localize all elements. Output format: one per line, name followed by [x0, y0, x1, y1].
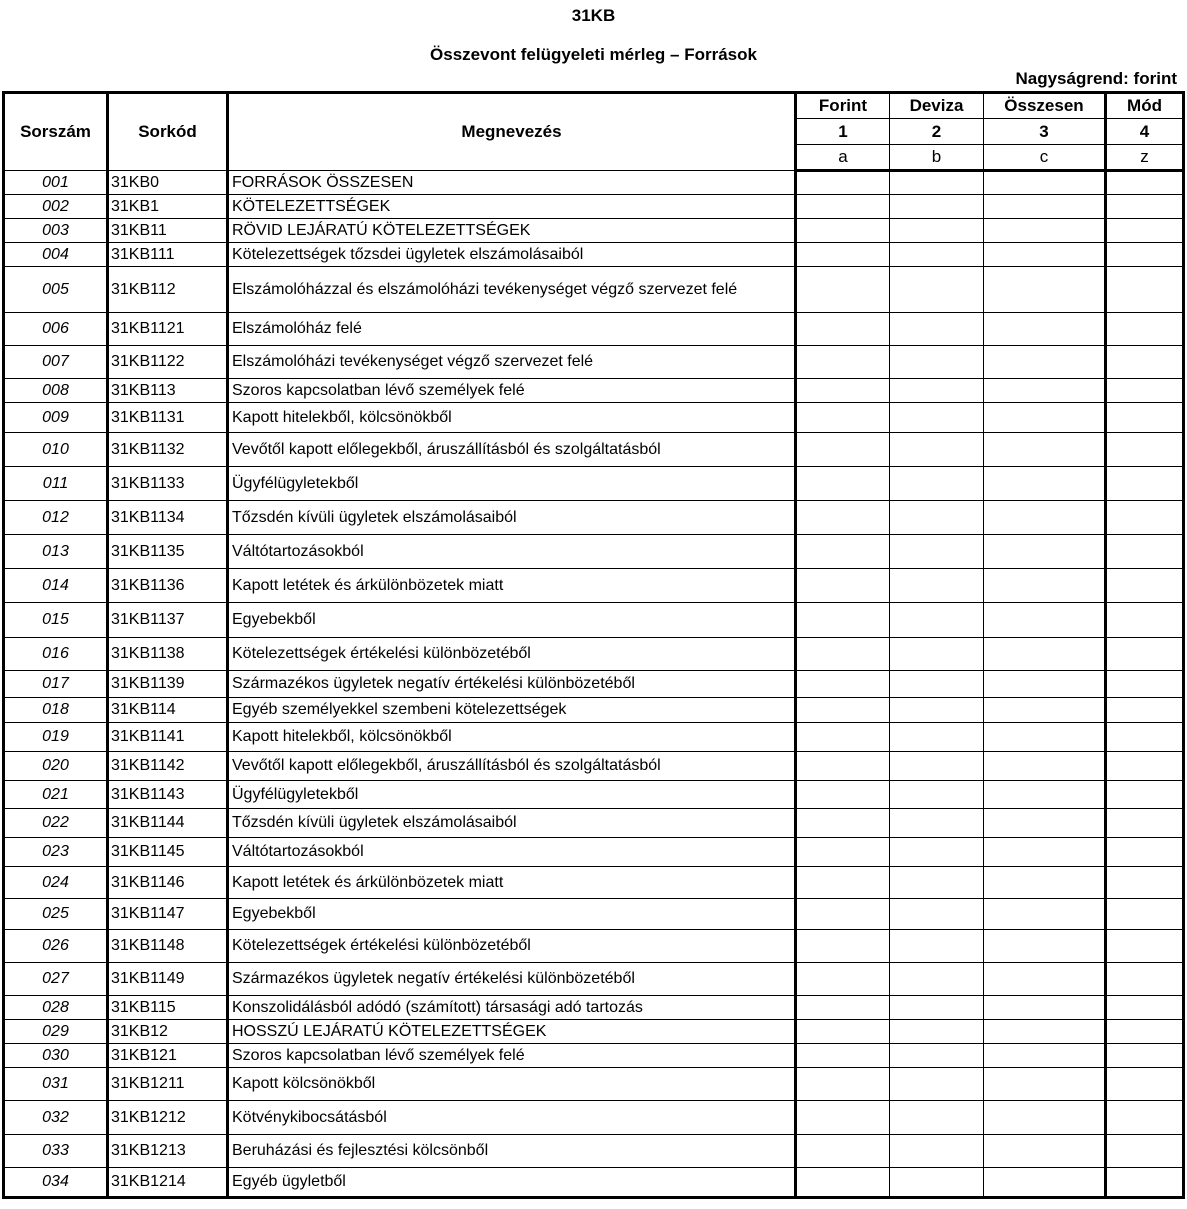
table-row [4, 809, 1184, 838]
cell-osszesen[interactable] [984, 171, 1106, 195]
cell-mod[interactable] [1106, 809, 1184, 838]
cell-forint[interactable] [796, 346, 890, 379]
cell-forint[interactable] [796, 867, 890, 899]
table-row [4, 467, 1184, 501]
table-row [4, 603, 1184, 638]
row-name: Kapott letétek és árkülönbözetek miatt [228, 867, 796, 899]
row-number: 030 [4, 1044, 108, 1068]
cell-deviza[interactable] [890, 535, 984, 569]
cell-mod[interactable] [1106, 838, 1184, 867]
cell-osszesen[interactable] [984, 1168, 1106, 1198]
row-number: 029 [4, 1020, 108, 1044]
cell-mod[interactable] [1106, 243, 1184, 267]
cell-osszesen[interactable] [984, 638, 1106, 671]
header-sorszam: Sorszám [4, 93, 108, 171]
cell-deviza[interactable] [890, 752, 984, 781]
row-number: 008 [4, 379, 108, 403]
row-name: Ügyfélügyletekből [228, 467, 796, 501]
cell-deviza[interactable] [890, 809, 984, 838]
row-number: 033 [4, 1135, 108, 1168]
unit-label: Nagyságrend: forint [1015, 69, 1177, 88]
row-name: Vevőtől kapott előlegekből, áruszállításból és szolgáltatásból [228, 433, 796, 467]
cell-osszesen[interactable] [984, 313, 1106, 346]
cell-mod[interactable] [1106, 535, 1184, 569]
row-name: FORRÁSOK ÖSSZESEN [228, 171, 796, 195]
row-number: 017 [4, 671, 108, 698]
cell-osszesen[interactable] [984, 1101, 1106, 1135]
cell-forint[interactable] [796, 1020, 890, 1044]
table-row [4, 1168, 1184, 1198]
cell-mod[interactable] [1106, 638, 1184, 671]
table-row [4, 267, 1184, 313]
row-code: 31KB121 [108, 1044, 228, 1068]
row-name: Tőzsdén kívüli ügyletek elszámolásaiból [228, 501, 796, 535]
row-code: 31KB1213 [108, 1135, 228, 1168]
row-number: 005 [4, 267, 108, 313]
cell-deviza[interactable] [890, 1168, 984, 1198]
cell-osszesen[interactable] [984, 433, 1106, 467]
cell-deviza[interactable] [890, 1044, 984, 1068]
cell-forint[interactable] [796, 1135, 890, 1168]
cell-osszesen[interactable] [984, 698, 1106, 723]
row-code: 31KB1143 [108, 781, 228, 809]
cell-mod[interactable] [1106, 1168, 1184, 1198]
page-subtitle: Összevont felügyeleti mérleg – Források [430, 45, 757, 64]
cell-osszesen[interactable] [984, 996, 1106, 1020]
cell-deviza[interactable] [890, 171, 984, 195]
header-forint: Forint [796, 93, 890, 119]
row-number: 012 [4, 501, 108, 535]
cell-forint[interactable] [796, 1168, 890, 1198]
row-name: Származékos ügyletek negatív értékelési különbözetéből [228, 963, 796, 996]
cell-osszesen[interactable] [984, 569, 1106, 603]
cell-forint[interactable] [796, 752, 890, 781]
cell-deviza[interactable] [890, 838, 984, 867]
row-name: Vevőtől kapott előlegekből, áruszállításból és szolgáltatásból [228, 752, 796, 781]
cell-osszesen[interactable] [984, 1044, 1106, 1068]
cell-mod[interactable] [1106, 930, 1184, 963]
row-number: 015 [4, 603, 108, 638]
row-code: 31KB1133 [108, 467, 228, 501]
cell-deviza[interactable] [890, 1020, 984, 1044]
row-name: Szoros kapcsolatban lévő személyek felé [228, 379, 796, 403]
cell-deviza[interactable] [890, 996, 984, 1020]
cell-forint[interactable] [796, 171, 890, 195]
cell-mod[interactable] [1106, 171, 1184, 195]
row-code: 31KB1134 [108, 501, 228, 535]
cell-mod[interactable] [1106, 963, 1184, 996]
row-code: 31KB1132 [108, 433, 228, 467]
cell-forint[interactable] [796, 403, 890, 433]
header-mod: Mód [1106, 93, 1184, 119]
cell-mod[interactable] [1106, 1101, 1184, 1135]
row-code: 31KB1214 [108, 1168, 228, 1198]
row-number: 018 [4, 698, 108, 723]
row-name: Egyebekből [228, 899, 796, 930]
cell-osszesen[interactable] [984, 219, 1106, 243]
cell-osszesen[interactable] [984, 671, 1106, 698]
row-number: 011 [4, 467, 108, 501]
cell-forint[interactable] [796, 267, 890, 313]
cell-forint[interactable] [796, 638, 890, 671]
table-row [4, 569, 1184, 603]
row-number: 031 [4, 1068, 108, 1101]
cell-mod[interactable] [1106, 501, 1184, 535]
row-code: 31KB1135 [108, 535, 228, 569]
cell-deviza[interactable] [890, 698, 984, 723]
row-code: 31KB1149 [108, 963, 228, 996]
row-number: 016 [4, 638, 108, 671]
cell-deviza[interactable] [890, 219, 984, 243]
cell-mod[interactable] [1106, 467, 1184, 501]
cell-deviza[interactable] [890, 723, 984, 752]
cell-forint[interactable] [796, 379, 890, 403]
cell-forint[interactable] [796, 671, 890, 698]
row-number: 004 [4, 243, 108, 267]
cell-mod[interactable] [1106, 723, 1184, 752]
row-name: Szoros kapcsolatban lévő személyek felé [228, 1044, 796, 1068]
cell-deviza[interactable] [890, 603, 984, 638]
row-name: Kötelezettségek értékelési különbözetéből [228, 638, 796, 671]
table-row [4, 1068, 1184, 1101]
header-forint-num: 1 [796, 119, 890, 145]
table-row [4, 838, 1184, 867]
row-name: Egyéb személyekkel szembeni kötelezettségek [228, 698, 796, 723]
row-number: 028 [4, 996, 108, 1020]
row-name: KÖTELEZETTSÉGEK [228, 195, 796, 219]
cell-deviza[interactable] [890, 1135, 984, 1168]
cell-osszesen[interactable] [984, 723, 1106, 752]
header-deviza: Deviza [890, 93, 984, 119]
cell-deviza[interactable] [890, 1101, 984, 1135]
cell-osszesen[interactable] [984, 930, 1106, 963]
header-osszesen-letter: c [984, 145, 1106, 171]
cell-forint[interactable] [796, 195, 890, 219]
row-name: RÖVID LEJÁRATÚ KÖTELEZETTSÉGEK [228, 219, 796, 243]
row-number: 014 [4, 569, 108, 603]
row-name: Kapott hitelekből, kölcsönökből [228, 403, 796, 433]
row-number: 002 [4, 195, 108, 219]
row-name: Származékos ügyletek negatív értékelési különbözetéből [228, 671, 796, 698]
row-code: 31KB1212 [108, 1101, 228, 1135]
header-mod-letter: z [1106, 145, 1184, 171]
cell-mod[interactable] [1106, 313, 1184, 346]
table-row [4, 379, 1184, 403]
row-code: 31KB1 [108, 195, 228, 219]
row-number: 010 [4, 433, 108, 467]
cell-osszesen[interactable] [984, 603, 1106, 638]
cell-mod[interactable] [1106, 1135, 1184, 1168]
table-row [4, 195, 1184, 219]
cell-forint[interactable] [796, 243, 890, 267]
header-deviza-num: 2 [890, 119, 984, 145]
row-code: 31KB1138 [108, 638, 228, 671]
header-osszesen-num: 3 [984, 119, 1106, 145]
cell-deviza[interactable] [890, 379, 984, 403]
table-row [4, 899, 1184, 930]
row-number: 009 [4, 403, 108, 433]
table-row [4, 243, 1184, 267]
cell-forint[interactable] [796, 501, 890, 535]
cell-forint[interactable] [796, 838, 890, 867]
row-name: Kapott kölcsönökből [228, 1068, 796, 1101]
cell-deviza[interactable] [890, 1068, 984, 1101]
row-number: 003 [4, 219, 108, 243]
cell-osszesen[interactable] [984, 1068, 1106, 1101]
cell-deviza[interactable] [890, 195, 984, 219]
header-mod-num: 4 [1106, 119, 1184, 145]
row-code: 31KB1145 [108, 838, 228, 867]
table-body [4, 171, 1184, 1198]
cell-osszesen[interactable] [984, 781, 1106, 809]
cell-forint[interactable] [796, 698, 890, 723]
cell-osszesen[interactable] [984, 1135, 1106, 1168]
row-name: Tőzsdén kívüli ügyletek elszámolásaiból [228, 809, 796, 838]
cell-osszesen[interactable] [984, 899, 1106, 930]
page-title: 31KB [571, 6, 616, 25]
row-number: 013 [4, 535, 108, 569]
header-sorkod: Sorkód [108, 93, 228, 171]
cell-osszesen[interactable] [984, 403, 1106, 433]
cell-mod[interactable] [1106, 671, 1184, 698]
cell-osszesen[interactable] [984, 467, 1106, 501]
cell-deviza[interactable] [890, 267, 984, 313]
table-row [4, 1020, 1184, 1044]
cell-forint[interactable] [796, 781, 890, 809]
table-row [4, 752, 1184, 781]
row-code: 31KB1147 [108, 899, 228, 930]
cell-mod[interactable] [1106, 219, 1184, 243]
cell-deviza[interactable] [890, 243, 984, 267]
table-row [4, 1101, 1184, 1135]
cell-forint[interactable] [796, 433, 890, 467]
cell-mod[interactable] [1106, 899, 1184, 930]
table-row [4, 930, 1184, 963]
header-deviza-letter: b [890, 145, 984, 171]
cell-osszesen[interactable] [984, 346, 1106, 379]
table-row [4, 403, 1184, 433]
cell-mod[interactable] [1106, 1044, 1184, 1068]
table-row [4, 313, 1184, 346]
table-row [4, 1135, 1184, 1168]
cell-forint[interactable] [796, 313, 890, 346]
row-code: 31KB11 [108, 219, 228, 243]
row-name: Elszámolóház felé [228, 313, 796, 346]
row-code: 31KB115 [108, 996, 228, 1020]
cell-mod[interactable] [1106, 698, 1184, 723]
row-number: 021 [4, 781, 108, 809]
row-code: 31KB1141 [108, 723, 228, 752]
cell-osszesen[interactable] [984, 195, 1106, 219]
row-code: 31KB111 [108, 243, 228, 267]
table-row [4, 698, 1184, 723]
cell-deviza[interactable] [890, 313, 984, 346]
cell-osszesen[interactable] [984, 752, 1106, 781]
row-number: 024 [4, 867, 108, 899]
table-row [4, 671, 1184, 698]
cell-deviza[interactable] [890, 930, 984, 963]
cell-deviza[interactable] [890, 963, 984, 996]
row-number: 023 [4, 838, 108, 867]
row-number: 001 [4, 171, 108, 195]
cell-osszesen[interactable] [984, 379, 1106, 403]
row-code: 31KB1142 [108, 752, 228, 781]
cell-mod[interactable] [1106, 195, 1184, 219]
row-number: 026 [4, 930, 108, 963]
cell-deviza[interactable] [890, 346, 984, 379]
cell-forint[interactable] [796, 467, 890, 501]
row-name: Kapott hitelekből, kölcsönökből [228, 723, 796, 752]
cell-forint[interactable] [796, 535, 890, 569]
row-name: Elszámolóházzal és elszámolóházi tevékenységet végző szervezet felé [228, 267, 796, 313]
row-name: Egyéb ügyletből [228, 1168, 796, 1198]
row-name: Kötelezettségek értékelési különbözetéből [228, 930, 796, 963]
table-row [4, 867, 1184, 899]
table-row [4, 963, 1184, 996]
cell-deviza[interactable] [890, 433, 984, 467]
table-row [4, 781, 1184, 809]
cell-deviza[interactable] [890, 867, 984, 899]
row-code: 31KB1144 [108, 809, 228, 838]
row-code: 31KB112 [108, 267, 228, 313]
cell-deviza[interactable] [890, 781, 984, 809]
table-row [4, 996, 1184, 1020]
cell-mod[interactable] [1106, 433, 1184, 467]
row-code: 31KB113 [108, 379, 228, 403]
cell-deviza[interactable] [890, 569, 984, 603]
row-code: 31KB1211 [108, 1068, 228, 1101]
cell-mod[interactable] [1106, 569, 1184, 603]
cell-mod[interactable] [1106, 867, 1184, 899]
row-code: 31KB1146 [108, 867, 228, 899]
row-number: 034 [4, 1168, 108, 1198]
row-number: 020 [4, 752, 108, 781]
header-osszesen: Összesen [984, 93, 1106, 119]
row-code: 31KB0 [108, 171, 228, 195]
cell-mod[interactable] [1106, 1068, 1184, 1101]
row-name: Váltótartozásokból [228, 535, 796, 569]
cell-osszesen[interactable] [984, 1020, 1106, 1044]
table-row [4, 171, 1184, 195]
header-megnevezes: Megnevezés [228, 93, 796, 171]
cell-deviza[interactable] [890, 671, 984, 698]
cell-deviza[interactable] [890, 467, 984, 501]
cell-mod[interactable] [1106, 1020, 1184, 1044]
cell-forint[interactable] [796, 899, 890, 930]
row-number: 022 [4, 809, 108, 838]
row-name: Kapott letétek és árkülönbözetek miatt [228, 569, 796, 603]
row-number: 025 [4, 899, 108, 930]
cell-forint[interactable] [796, 569, 890, 603]
row-name: Ügyfélügyletekből [228, 781, 796, 809]
cell-mod[interactable] [1106, 379, 1184, 403]
row-name: Egyebekből [228, 603, 796, 638]
row-code: 31KB1137 [108, 603, 228, 638]
row-number: 007 [4, 346, 108, 379]
cell-forint[interactable] [796, 1068, 890, 1101]
cell-forint[interactable] [796, 963, 890, 996]
row-name: Kötelezettségek tőzsdei ügyletek elszámolásaiból [228, 243, 796, 267]
cell-mod[interactable] [1106, 267, 1184, 313]
row-code: 31KB1122 [108, 346, 228, 379]
cell-forint[interactable] [796, 996, 890, 1020]
table-row [4, 1044, 1184, 1068]
table-row [4, 638, 1184, 671]
cell-osszesen[interactable] [984, 809, 1106, 838]
cell-osszesen[interactable] [984, 838, 1106, 867]
cell-osszesen[interactable] [984, 501, 1106, 535]
row-code: 31KB1121 [108, 313, 228, 346]
balance-table [2, 91, 1185, 1199]
row-name: Kötvénykibocsátásból [228, 1101, 796, 1135]
cell-mod[interactable] [1106, 781, 1184, 809]
cell-forint[interactable] [796, 930, 890, 963]
cell-mod[interactable] [1106, 403, 1184, 433]
header-forint-letter: a [796, 145, 890, 171]
cell-forint[interactable] [796, 603, 890, 638]
cell-mod[interactable] [1106, 603, 1184, 638]
table-row [4, 346, 1184, 379]
cell-deviza[interactable] [890, 501, 984, 535]
cell-forint[interactable] [796, 219, 890, 243]
cell-mod[interactable] [1106, 346, 1184, 379]
cell-forint[interactable] [796, 1044, 890, 1068]
cell-deviza[interactable] [890, 403, 984, 433]
cell-osszesen[interactable] [984, 243, 1106, 267]
row-code: 31KB1148 [108, 930, 228, 963]
cell-deviza[interactable] [890, 638, 984, 671]
row-number: 027 [4, 963, 108, 996]
table-row [4, 219, 1184, 243]
row-name: HOSSZÚ LEJÁRATÚ KÖTELEZETTSÉGEK [228, 1020, 796, 1044]
cell-forint[interactable] [796, 723, 890, 752]
cell-forint[interactable] [796, 1101, 890, 1135]
row-code: 31KB1139 [108, 671, 228, 698]
cell-osszesen[interactable] [984, 267, 1106, 313]
row-code: 31KB1136 [108, 569, 228, 603]
cell-osszesen[interactable] [984, 867, 1106, 899]
row-number: 006 [4, 313, 108, 346]
row-number: 032 [4, 1101, 108, 1135]
row-code: 31KB1131 [108, 403, 228, 433]
cell-osszesen[interactable] [984, 963, 1106, 996]
row-number: 019 [4, 723, 108, 752]
row-name: Váltótartozásokból [228, 838, 796, 867]
cell-forint[interactable] [796, 809, 890, 838]
row-name: Elszámolóházi tevékenységet végző szervezet felé [228, 346, 796, 379]
row-code: 31KB114 [108, 698, 228, 723]
cell-deviza[interactable] [890, 899, 984, 930]
table-row [4, 723, 1184, 752]
table-row [4, 535, 1184, 569]
row-name: Konszolidálásból adódó (számított) társasági adó tartozás [228, 996, 796, 1020]
cell-mod[interactable] [1106, 996, 1184, 1020]
cell-osszesen[interactable] [984, 535, 1106, 569]
table-row [4, 501, 1184, 535]
row-code: 31KB12 [108, 1020, 228, 1044]
row-name: Beruházási és fejlesztési kölcsönből [228, 1135, 796, 1168]
table-row [4, 433, 1184, 467]
cell-mod[interactable] [1106, 752, 1184, 781]
